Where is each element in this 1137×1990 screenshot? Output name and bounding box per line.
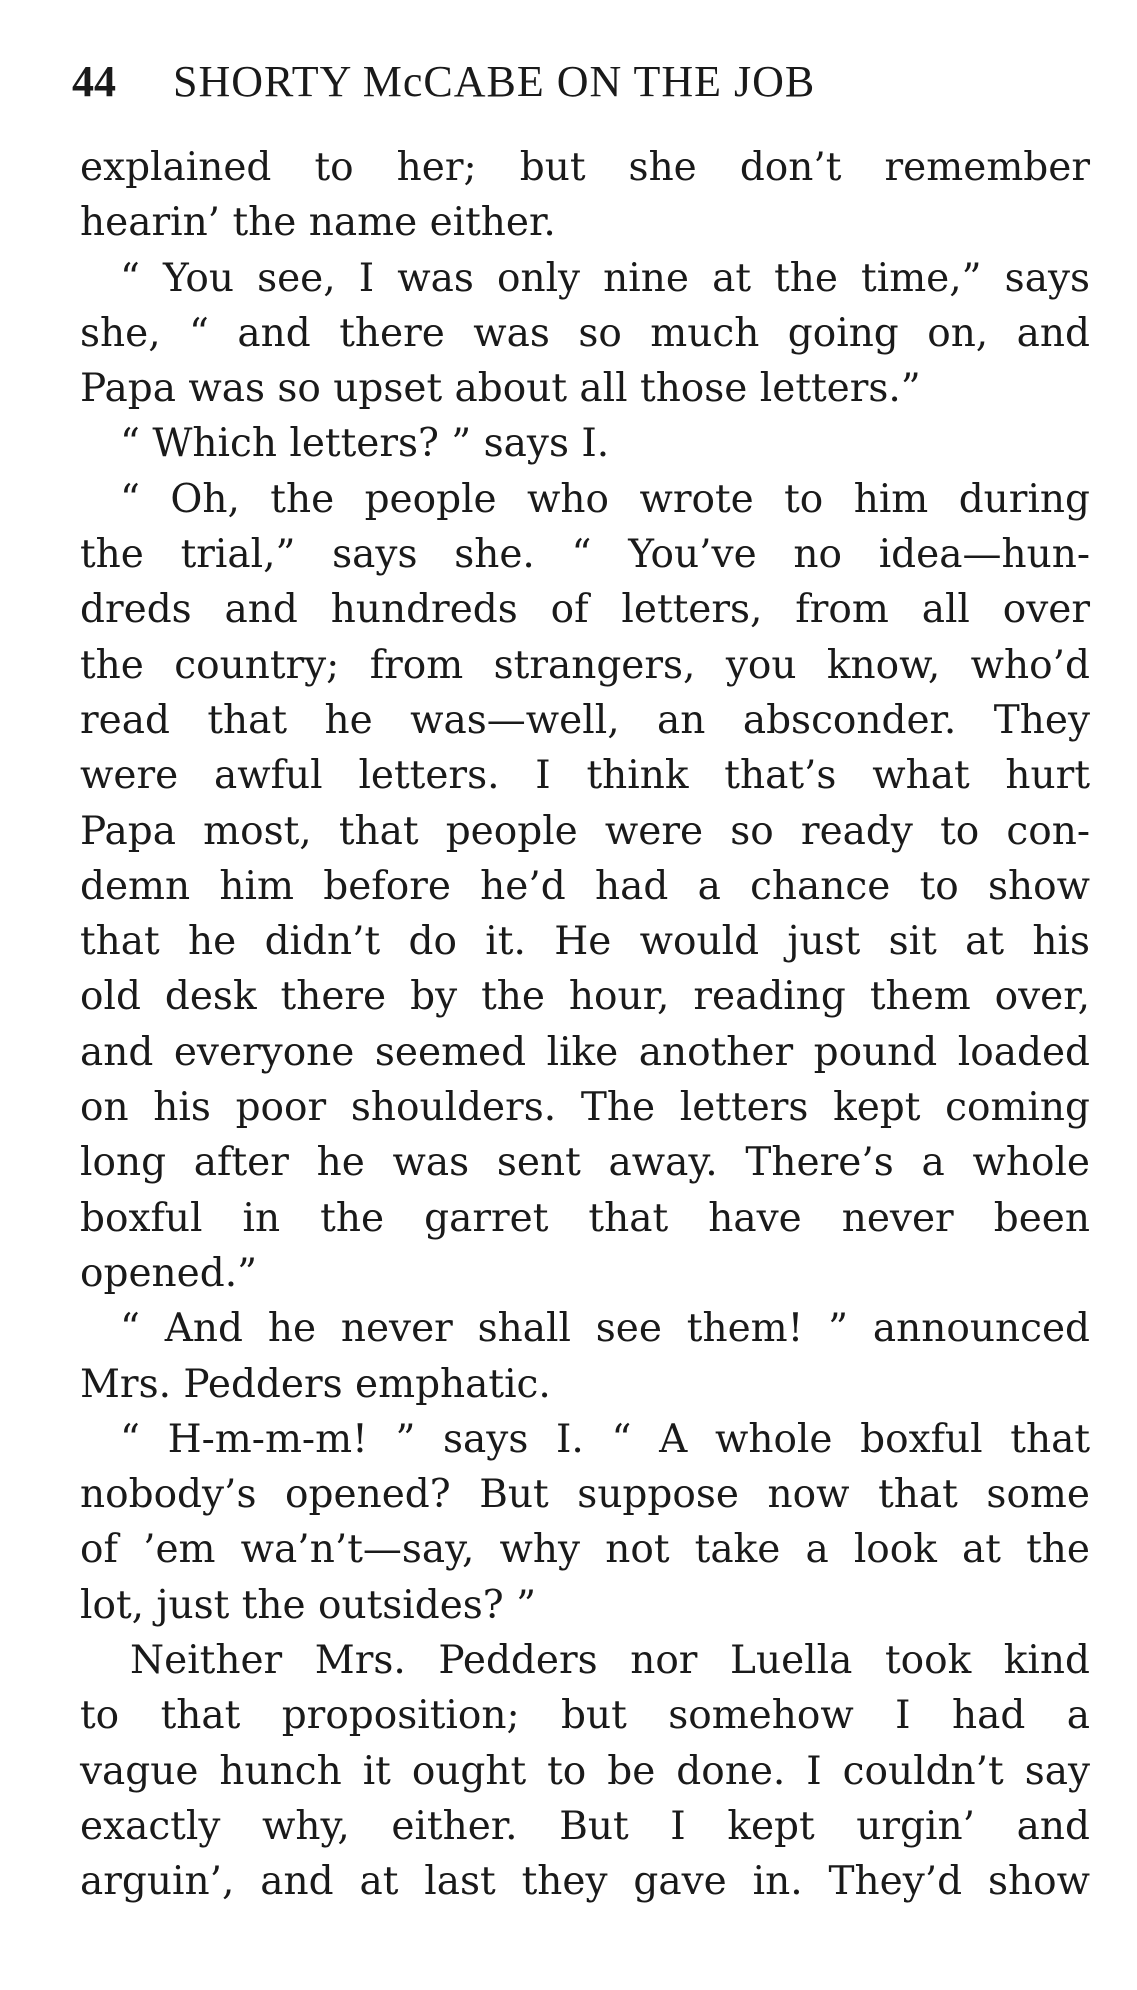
- text-line: she, “ and there was so much going on, and: [80, 310, 1090, 356]
- text-line: “ Which letters? ” says I.: [120, 421, 610, 467]
- text-line: long after he was sent away. There’s a whole: [80, 1140, 1090, 1186]
- text-line: were awful letters. I think that’s what hurt: [80, 753, 1090, 799]
- text-line: “ And he never shall see them! ” announced: [120, 1306, 1090, 1352]
- text-line: read that he was—well, an absconder. They: [80, 697, 1090, 743]
- text-line: nobody’s opened? But suppose now that some: [80, 1472, 1090, 1518]
- text-line: exactly why, either. But I kept urgin’ and: [80, 1803, 1090, 1849]
- text-line: vague hunch it ought to be done. I couldn’t say: [80, 1748, 1090, 1794]
- text-line: Papa was so upset about all those letters.”: [80, 366, 921, 412]
- text-line: Mrs. Pedders emphatic.: [80, 1361, 551, 1407]
- text-line: on his poor shoulders. The letters kept coming: [80, 1085, 1090, 1131]
- text-line: boxful in the garret that have never been: [80, 1195, 1090, 1241]
- page-header: [72, 52, 1092, 112]
- text-line: of ’em wa’n’t—say, why not take a look at the: [80, 1527, 1090, 1573]
- text-line: hearin’ the name either.: [80, 200, 556, 246]
- text-line: “ Oh, the people who wrote to him during: [120, 476, 1090, 522]
- page-number: 44: [72, 57, 116, 106]
- text-line: explained to her; but she don’t remember: [80, 145, 1090, 190]
- text-line: arguin’, and at last they gave in. They’d show: [80, 1859, 1090, 1905]
- text-line: “ H-m-m-m! ” says I. “ A whole boxful that: [120, 1416, 1090, 1462]
- body-text: [80, 140, 1090, 1910]
- running-title: SHORTY McCABE ON THE JOB: [173, 57, 816, 106]
- text-line: “ You see, I was only nine at the time,” says: [120, 255, 1090, 301]
- text-line: and everyone seemed like another pound loaded: [80, 1029, 1090, 1075]
- text-line: lot, just the outsides? ”: [80, 1582, 537, 1628]
- text-line: dreds and hundreds of letters, from all over: [80, 587, 1090, 633]
- text-line: the country; from strangers, you know, who’d: [80, 642, 1090, 688]
- text-line: opened.”: [80, 1250, 258, 1296]
- text-line: Papa most, that people were so ready to con-: [80, 808, 1090, 854]
- text-line: the trial,” says she. “ You’ve no idea—hun-: [80, 532, 1090, 578]
- text-line: that he didn’t do it. He would just sit at his: [80, 919, 1090, 965]
- text-line: demn him before he’d had a chance to show: [80, 863, 1090, 909]
- text-line: Neither Mrs. Pedders nor Luella took kind: [130, 1638, 1090, 1684]
- text-line: to that proposition; but somehow I had a: [80, 1693, 1090, 1739]
- text-line: old desk there by the hour, reading them over,: [80, 974, 1090, 1020]
